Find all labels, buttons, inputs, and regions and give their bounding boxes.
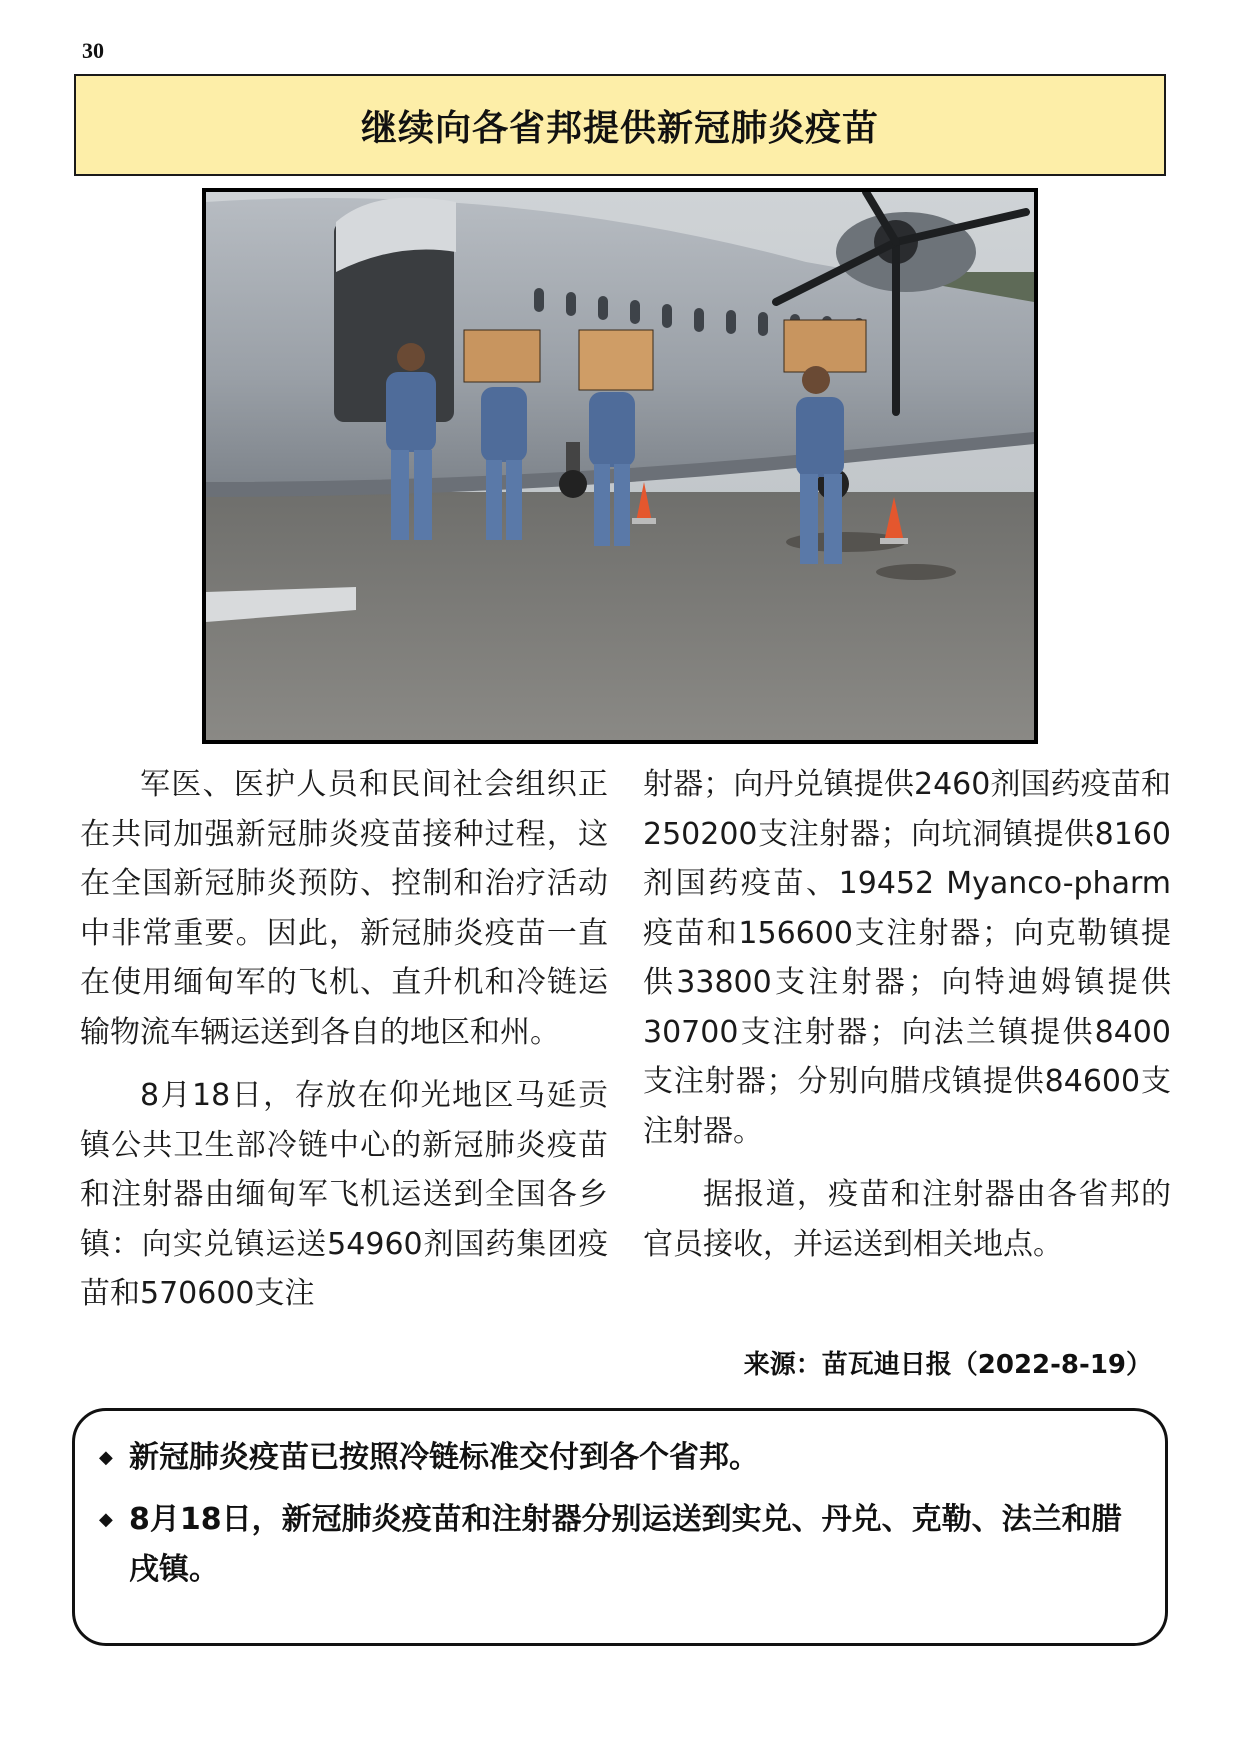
summary-item (99, 1495, 1139, 1595)
summary-item (99, 1433, 1139, 1483)
article-photo (202, 188, 1038, 744)
summary-text: 8月18日，新冠肺炎疫苗和注射器分别运送到实兑、丹兑、克勒、法兰和腊戌镇。 (129, 1502, 1122, 1587)
title-banner (74, 74, 1166, 176)
article-paragraph: 射器；向丹兑镇提供2460剂国药疫苗和250200支注射器；向坑洞镇提供8160剂国药疫苗、19452 Myanco-pharm疫苗和156600支注射器；向克勒镇提供33800支注射器；向特迪姆镇提供30700支注射器；向法兰镇提供8400支注射器；分别向腊戌镇提供84600支注射器。 (643, 767, 1171, 1149)
summary-text: 新冠肺炎疫苗已按照冷链标准交付到各个省邦。 (129, 1440, 759, 1475)
article-source: 来源：苗瓦迪日报（2022-8-19） (743, 1350, 1152, 1380)
article-paragraph: 军医、医护人员和民间社会组织正在共同加强新冠肺炎疫苗接种过程，这在全国新冠肺炎预防、控制和治疗活动中非常重要。因此，新冠肺炎疫苗一直在使用缅甸军的飞机、直升机和冷链运输物流车辆运送到各自的地区和州。 (80, 767, 608, 1050)
page-number: 30 (82, 38, 104, 63)
diamond-bullet-icon: ◆ (99, 1447, 113, 1468)
article-paragraph: 据报道，疫苗和注射器由各省邦的官员接收，并运送到相关地点。 (643, 1177, 1171, 1262)
summary-box (72, 1408, 1168, 1646)
aircraft-loading-photo (206, 192, 1034, 740)
article-column-right (643, 760, 1171, 1269)
diamond-bullet-icon: ◆ (99, 1509, 113, 1530)
article-paragraph: 8月18日，存放在仰光地区马延贡镇公共卫生部冷链中心的新冠肺炎疫苗和注射器由缅甸军飞机运送到全国各乡镇：向实兑镇运送54960剂国药集团疫苗和570600支注 (80, 1078, 608, 1311)
article-column-left (80, 760, 608, 1319)
page-title: 继续向各省邦提供新冠肺炎疫苗 (360, 107, 879, 149)
